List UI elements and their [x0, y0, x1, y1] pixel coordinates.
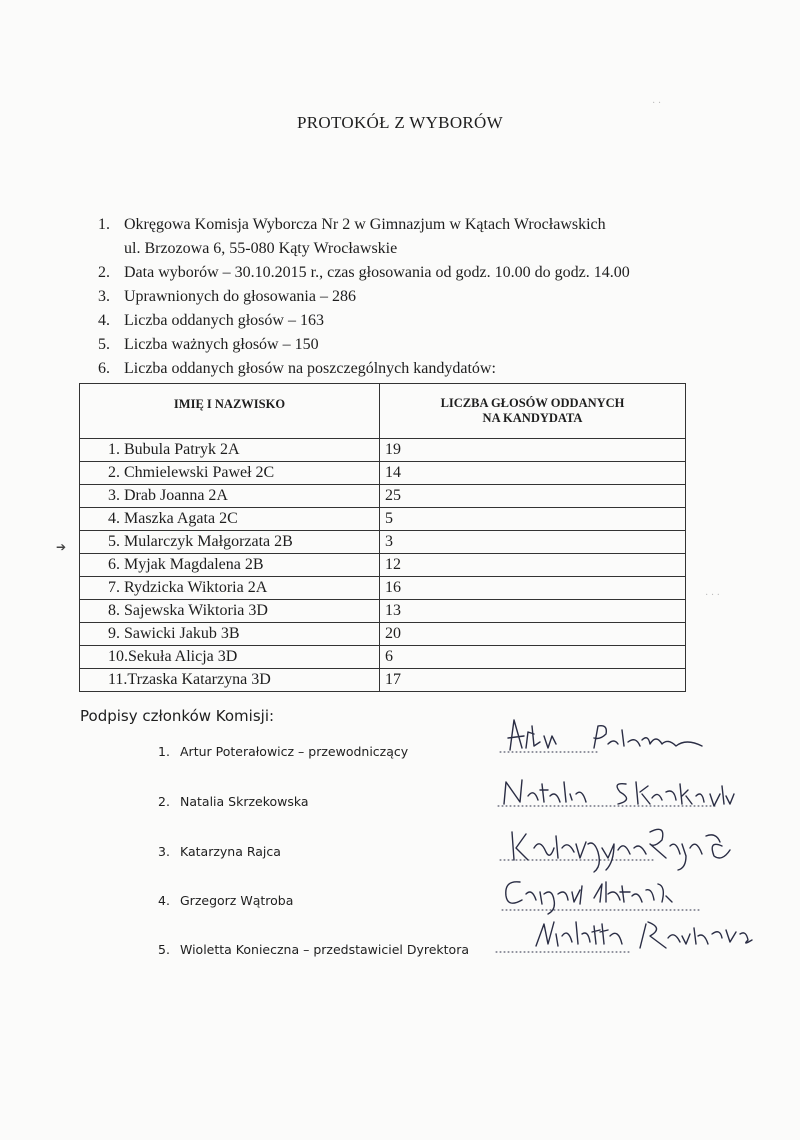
- item-number: 4.: [98, 312, 110, 329]
- candidate-votes: 3: [380, 531, 686, 554]
- table-row: [80, 623, 686, 646]
- item-number: 1.: [98, 216, 110, 233]
- table-row: [80, 554, 686, 577]
- candidate-votes: 17: [380, 669, 686, 692]
- signature-line-5: [158, 942, 469, 957]
- item-number: 2.: [98, 264, 110, 281]
- column-header-votes-line2: NA KANDYDATA: [482, 411, 583, 425]
- item-text: Okręgowa Komisja Wyborcza Nr 2 w Gimnazjum w Kątach Wrocławskich: [124, 216, 606, 233]
- signature-line-2: [158, 794, 309, 809]
- candidate-votes: 14: [380, 462, 686, 485]
- document-title: PROTOKÓŁ Z WYBORÓW: [297, 113, 503, 132]
- signature-line-3: [158, 844, 281, 859]
- candidate-name: 11.Trzaska Katarzyna 3D: [80, 669, 380, 692]
- candidate-name: 10.Sekuła Alicja 3D: [80, 646, 380, 669]
- column-header-votes-line1: LICZBA GŁOSÓW ODDANYCH: [440, 396, 625, 410]
- signature-number: 4.: [158, 893, 170, 908]
- item-6: [98, 357, 738, 381]
- signature-natalia: [498, 780, 734, 806]
- candidate-name: 2. Chmielewski Paweł 2C: [80, 462, 380, 485]
- signatures-heading: Podpisy członków Komisji:: [80, 707, 275, 725]
- signature-grzegorz: [502, 882, 700, 914]
- item-3: [98, 285, 738, 309]
- item-text: Uprawnionych do głosowania – 286: [124, 288, 356, 305]
- item-number: 6.: [98, 360, 110, 377]
- results-table: [79, 383, 686, 692]
- candidate-name: 9. Sawicki Jakub 3B: [80, 623, 380, 646]
- candidate-votes: 20: [380, 623, 686, 646]
- item-4: [98, 309, 738, 333]
- column-header-name: IMIĘ I NAZWISKO: [80, 384, 380, 439]
- signature-artur: [500, 720, 702, 752]
- candidate-votes: 5: [380, 508, 686, 531]
- table-header-row: [80, 384, 686, 439]
- signature-number: 1.: [158, 744, 170, 759]
- signature-wioletta: [496, 922, 752, 952]
- item-text: Liczba oddanych głosów – 163: [124, 312, 324, 329]
- candidate-votes: 25: [380, 485, 686, 508]
- item-text-continued: ul. Brzozowa 6, 55-080 Kąty Wrocławskie: [124, 240, 398, 257]
- table-row: [80, 531, 686, 554]
- table-row: [80, 669, 686, 692]
- candidate-name: 5. Mularczyk Małgorzata 2B: [80, 531, 380, 554]
- candidate-votes: 13: [380, 600, 686, 623]
- table-row: [80, 485, 686, 508]
- item-5: [98, 333, 738, 357]
- signature-number: 3.: [158, 844, 170, 859]
- column-header-votes: [380, 384, 686, 439]
- candidate-votes: 12: [380, 554, 686, 577]
- handwritten-signatures: [490, 712, 760, 972]
- signature-line-4: [158, 893, 293, 908]
- table-row: [80, 508, 686, 531]
- candidate-votes: 19: [380, 439, 686, 462]
- scan-artifact-dots: · ·: [652, 98, 662, 109]
- table-row: [80, 600, 686, 623]
- candidate-name: 3. Drab Joanna 2A: [80, 485, 380, 508]
- signature-label: Grzegorz Wątroba: [180, 893, 294, 908]
- candidate-name: 7. Rydzicka Wiktoria 2A: [80, 577, 380, 600]
- signature-label: Natalia Skrzekowska: [180, 794, 309, 809]
- item-number: 3.: [98, 288, 110, 305]
- item-text: Liczba ważnych głosów – 150: [124, 336, 319, 353]
- scan-artifact-arrow: ➔: [56, 540, 67, 554]
- signature-number: 2.: [158, 794, 170, 809]
- candidate-name: 8. Sajewska Wiktoria 3D: [80, 600, 380, 623]
- signature-line-1: [158, 744, 408, 759]
- table-body: [80, 439, 686, 692]
- signature-label: Wioletta Konieczna – przedstawiciel Dyrektora: [180, 942, 470, 957]
- item-text: Liczba oddanych głosów na poszczególnych kandydatów:: [124, 360, 496, 377]
- table-row: [80, 646, 686, 669]
- candidate-name: 6. Myjak Magdalena 2B: [80, 554, 380, 577]
- item-1: [98, 213, 738, 261]
- candidate-votes: 16: [380, 577, 686, 600]
- signature-label: Artur Poterałowicz – przewodniczący: [180, 744, 409, 759]
- protocol-items: [98, 213, 738, 381]
- table-row: [80, 462, 686, 485]
- signature-label: Katarzyna Rajca: [180, 844, 281, 859]
- candidate-name: 1. Bubula Patryk 2A: [80, 439, 380, 462]
- candidate-name: 4. Maszka Agata 2C: [80, 508, 380, 531]
- table-row: [80, 439, 686, 462]
- table-row: [80, 577, 686, 600]
- signature-number: 5.: [158, 942, 170, 957]
- candidate-votes: 6: [380, 646, 686, 669]
- item-text: Data wyborów – 30.10.2015 r., czas głosowania od godz. 10.00 do godz. 14.00: [124, 264, 630, 281]
- signature-katarzyna: [500, 829, 730, 872]
- item-2: [98, 261, 738, 285]
- item-number: 5.: [98, 336, 110, 353]
- scan-artifact-dots: · · ·: [705, 590, 720, 601]
